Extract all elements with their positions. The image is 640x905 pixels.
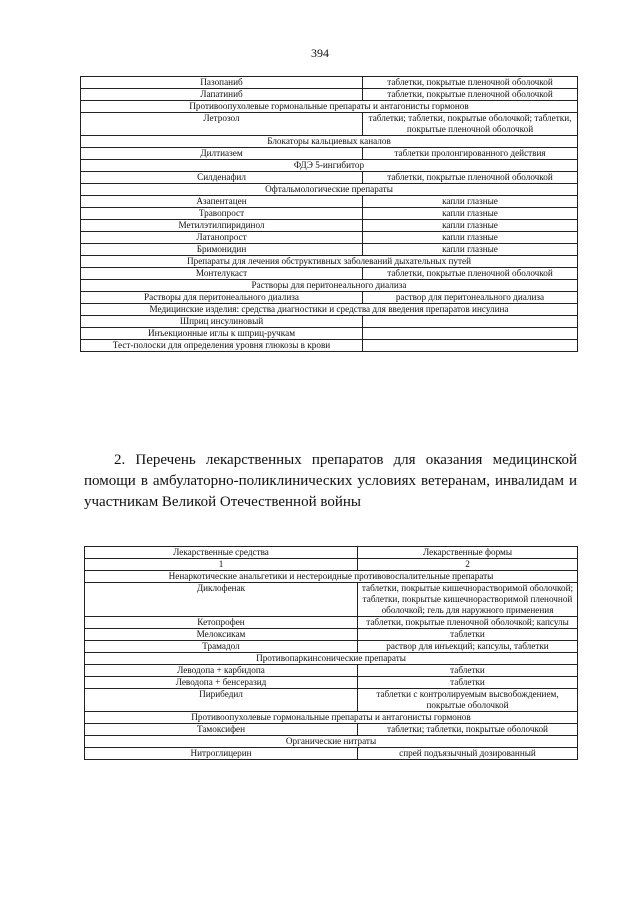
group-heading: Блокаторы кальциевых каналов (81, 136, 578, 148)
table-row (81, 172, 578, 184)
drug-form: таблетки, покрытые пленочной оболочкой (363, 77, 578, 89)
drug-form: капли глазные (363, 232, 578, 244)
drug-name: Шприц инсулиновый (81, 316, 363, 328)
table-row (85, 641, 578, 653)
drug-form: таблетки, покрытые пленочной оболочкой; капсулы (358, 617, 578, 629)
table-row (81, 220, 578, 232)
drug-form: таблетки, покрытые пленочной оболочкой (363, 172, 578, 184)
drug-form: капли глазные (363, 208, 578, 220)
column-number-1: 1 (85, 559, 358, 571)
drug-form: таблетки (358, 629, 578, 641)
table-row (81, 208, 578, 220)
column-header-drugs: Лекарственные средства (85, 547, 358, 559)
drug-form (363, 316, 578, 328)
drug-form: спрей подъязычный дозированный (358, 748, 578, 760)
group-heading: Растворы для перитонеального диализа (81, 280, 578, 292)
drug-form (363, 340, 578, 352)
drug-name: Растворы для перитонеального диализа (81, 292, 363, 304)
drug-table-veterans (84, 546, 578, 760)
group-heading-row (81, 101, 578, 113)
drug-name: Пазопаниб (81, 77, 363, 89)
page-number: 394 (311, 46, 329, 60)
table-row (81, 340, 578, 352)
section-heading: 2. Перечень лекарственных препаратов для оказания медицинской помощи в амбулаторно-поликлинических условиях ветеранам, инвалидам и участникам Великой Отечественной войны (84, 452, 577, 510)
table-row (81, 268, 578, 280)
drug-name: Мелоксикам (85, 629, 358, 641)
drug-name: Монтелукаст (81, 268, 363, 280)
drug-form: капли глазные (363, 244, 578, 256)
table-row (81, 148, 578, 160)
table-row (85, 724, 578, 736)
table-header-row (85, 547, 578, 559)
table-row (81, 244, 578, 256)
table-row (85, 665, 578, 677)
column-number-2: 2 (358, 559, 578, 571)
group-heading: ФДЭ 5-ингибитор (81, 160, 578, 172)
table-row (85, 748, 578, 760)
table-row (85, 583, 578, 617)
drug-name: Бримонидин (81, 244, 363, 256)
drug-table-continued (80, 76, 578, 352)
group-heading-row (81, 184, 578, 196)
drug-name: Латанопрост (81, 232, 363, 244)
drug-form: раствор для перитонеального диализа (363, 292, 578, 304)
table-row (81, 316, 578, 328)
table-row (81, 196, 578, 208)
drug-form: таблетки; таблетки, покрытые оболочкой (358, 724, 578, 736)
drug-name: Леводопа + бенсеразид (85, 677, 358, 689)
drug-name: Азапентацен (81, 196, 363, 208)
drug-form: таблетки; таблетки, покрытые оболочкой; таблетки, покрытые пленочной оболочкой (363, 113, 578, 136)
table-row (85, 629, 578, 641)
drug-name: Инъекционные иглы к шприц-ручкам (81, 328, 363, 340)
table-row (81, 113, 578, 136)
drug-name: Травопрост (81, 208, 363, 220)
group-heading: Офтальмологические препараты (81, 184, 578, 196)
drug-name: Нитроглицерин (85, 748, 358, 760)
column-header-forms: Лекарственные формы (358, 547, 578, 559)
group-heading-row (85, 653, 578, 665)
drug-name: Леводопа + карбидопа (85, 665, 358, 677)
drug-name: Летрозол (81, 113, 363, 136)
group-heading-row (81, 136, 578, 148)
drug-name: Дилтиазем (81, 148, 363, 160)
drug-name: Тест-полоски для определения уровня глюкозы в крови (81, 340, 363, 352)
table-row (85, 677, 578, 689)
drug-form: таблетки (358, 677, 578, 689)
group-heading: Ненаркотические анальгетики и нестероидные противовоспалительные препараты (85, 571, 578, 583)
table-row (85, 617, 578, 629)
drug-name: Силденафил (81, 172, 363, 184)
group-heading-row (81, 160, 578, 172)
drug-form: таблетки (358, 665, 578, 677)
drug-form: капли глазные (363, 220, 578, 232)
drug-form: таблетки, покрытые пленочной оболочкой (363, 268, 578, 280)
group-heading: Противоопухолевые гормональные препараты и антагонисты гормонов (85, 712, 578, 724)
group-heading-row (81, 304, 578, 316)
drug-form: капли глазные (363, 196, 578, 208)
table-row (81, 89, 578, 101)
group-heading: Противоопухолевые гормональные препараты и антагонисты гормонов (81, 101, 578, 113)
drug-name: Диклофенак (85, 583, 358, 617)
drug-name: Пирибедил (85, 689, 358, 712)
drug-name: Кетопрофен (85, 617, 358, 629)
group-heading: Медицинские изделия: средства диагностики и средства для введения препаратов инсулина (81, 304, 578, 316)
drug-form: таблетки, покрытые пленочной оболочкой (363, 89, 578, 101)
drug-form: таблетки с контролируемым высвобождением, покрытые оболочкой (358, 689, 578, 712)
group-heading-row (85, 736, 578, 748)
drug-name: Трамадол (85, 641, 358, 653)
drug-name: Лапатиниб (81, 89, 363, 101)
table-row (81, 292, 578, 304)
column-number-row (85, 559, 578, 571)
drug-name: Тамоксифен (85, 724, 358, 736)
drug-name: Метилэтилпиридинол (81, 220, 363, 232)
group-heading: Препараты для лечения обструктивных заболеваний дыхательных путей (81, 256, 578, 268)
group-heading-row (81, 256, 578, 268)
drug-form: таблетки, покрытые кишечнорастворимой оболочкой; таблетки, покрытые кишечнорастворимой пленочной оболочкой; гель для наружного применения (358, 583, 578, 617)
table-row (81, 232, 578, 244)
drug-form: таблетки пролонгированного действия (363, 148, 578, 160)
table-row (81, 328, 578, 340)
table-row (81, 77, 578, 89)
group-heading-row (81, 280, 578, 292)
drug-form (363, 328, 578, 340)
group-heading: Противопаркинсонические препараты (85, 653, 578, 665)
group-heading: Органические нитраты (85, 736, 578, 748)
drug-form: раствор для инъекций; капсулы, таблетки (358, 641, 578, 653)
table-row (85, 689, 578, 712)
group-heading-row (85, 571, 578, 583)
group-heading-row (85, 712, 578, 724)
